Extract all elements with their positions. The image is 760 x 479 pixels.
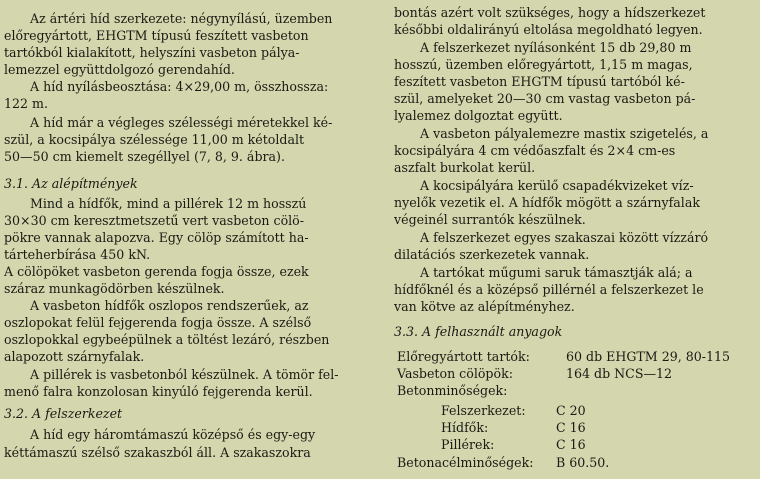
left-text-line: A cölöpöket vasbeton gerenda fogja össze, ezek — [4, 264, 309, 279]
left-text-line: pökre vannak alapozva. Egy cölöp számított ha- — [4, 230, 309, 245]
right-text-line: aszfalt burkolat kerül. — [394, 160, 536, 175]
right-text-line: szül, amelyeket 20—30 cm vastag vasbeton pá- — [394, 91, 696, 106]
left-text-line: száraz munkagödörben készülnek. — [4, 281, 225, 296]
right-text-line: végeinél surrantók készülnek. — [394, 212, 586, 227]
left-section-heading: 3.1. Az alépítmények — [4, 176, 138, 191]
material-value: C 16 — [556, 420, 586, 435]
right-text-line: kocsipályára 4 cm védőaszfalt és 2×4 cm-es — [394, 143, 676, 158]
right-text-line: feszített vasbeton EHGTM típusú tartóból ké- — [394, 74, 685, 89]
left-text-line: alapozott szárnyfalak. — [4, 349, 145, 364]
material-label: Vasbeton cölöpök: — [397, 366, 513, 381]
left-text-line: A pillérek is vasbetonból készülnek. A tömör fel- — [30, 367, 339, 382]
left-text-line: előregyártott, EHGTM típusú feszített vasbeton — [4, 28, 309, 43]
right-text-line: dilatációs szerkezetek vannak. — [394, 247, 590, 262]
right-text-line: nyelők vezetik el. A hídfők mögött a szárnyfalak — [394, 195, 700, 210]
right-section-heading: 3.3. A felhasznált anyagok — [394, 324, 563, 339]
right-text-line: hosszú, üzemben előregyártott, 1,15 m magas, — [394, 57, 693, 72]
material-value: 164 db NCS—12 — [566, 366, 673, 381]
material-label: Felszerkezet: — [441, 403, 526, 418]
right-text-line: hídfőknél és a középső pillérnél a felszerkezet le — [394, 282, 704, 297]
material-label: Betonacélminőségek: — [397, 455, 534, 470]
left-text-line: A híd nyílásbeosztása: 4×29,00 m, összhossza: — [30, 79, 329, 94]
material-value: B 60.50. — [556, 455, 610, 470]
left-text-line: 122 m. — [4, 96, 48, 111]
left-text-line: A vasbeton hídfők oszlopos rendszerűek, az — [30, 298, 309, 313]
left-text-line: A híd egy háromtámaszú középső és egy-egy — [30, 427, 316, 442]
material-value: 60 db EHGTM 29, 80-115 — [566, 349, 731, 364]
left-text-line: 30×30 cm keresztmetszetű vert vasbeton cölö- — [4, 213, 305, 228]
left-text-line: A híd már a végleges szélességi méretekkel ké- — [30, 115, 333, 130]
material-label: Előregyártott tartók: — [397, 349, 530, 364]
right-text-line: A tartókat műgumi saruk támasztják alá; a — [420, 265, 693, 280]
left-text-line: Mind a hídfők, mind a pillérek 12 m hosszú — [30, 196, 307, 211]
material-value: C 20 — [556, 403, 586, 418]
right-text-line: lyalemez dolgoztat együtt. — [394, 108, 563, 123]
material-label: Pillérek: — [441, 437, 495, 452]
material-value: C 16 — [556, 437, 586, 452]
material-label: Hídfők: — [441, 420, 489, 435]
right-text-line: A felszerkezet egyes szakaszai között vízzáró — [420, 230, 709, 245]
right-text-line: későbbi oldalirányú eltolása megoldható legyen. — [394, 22, 703, 37]
left-text-line: kéttámaszú szélső szakaszból áll. A szakaszokra — [4, 445, 311, 460]
left-text-line: oszlopokat felül fejgerenda fogja össze. A szélső — [4, 315, 312, 330]
right-text-line: bontás azért volt szükséges, hogy a hídszerkezet — [394, 5, 706, 20]
left-text-line: menő falra konzolosan kinyúló fejgerenda kerül. — [4, 384, 313, 399]
right-text-line: A kocsipályára kerülő csapadékvizeket víz- — [420, 178, 694, 193]
left-text-line: 50—50 cm kiemelt szegéllyel (7, 8, 9. ábra). — [4, 149, 285, 164]
right-text-line: A vasbeton pályalemezre mastix szigetelés, a — [420, 126, 709, 141]
left-text-line: tartókból kialakított, helyszíni vasbeton pálya- — [4, 45, 300, 60]
left-text-line: szül, a kocsipálya szélessége 11,00 m kétoldalt — [4, 132, 305, 147]
left-text-line: tárteherbírása 450 kN. — [4, 247, 151, 262]
right-text-line: A felszerkezet nyílásonként 15 db 29,80 m — [420, 40, 692, 55]
left-section-heading: 3.2. A felszerkezet — [4, 406, 123, 421]
left-text-line: lemezzel együttdolgozó gerendahíd. — [4, 62, 235, 77]
right-text-line: van kötve az alépítményhez. — [394, 299, 575, 314]
left-text-line: Az ártéri híd szerkezete: négynyílású, üzemben — [30, 11, 333, 26]
left-text-line: oszlopokkal egybeépülnek a töltést lezáró, részben — [4, 332, 330, 347]
material-label: Betonminőségek: — [397, 383, 508, 398]
